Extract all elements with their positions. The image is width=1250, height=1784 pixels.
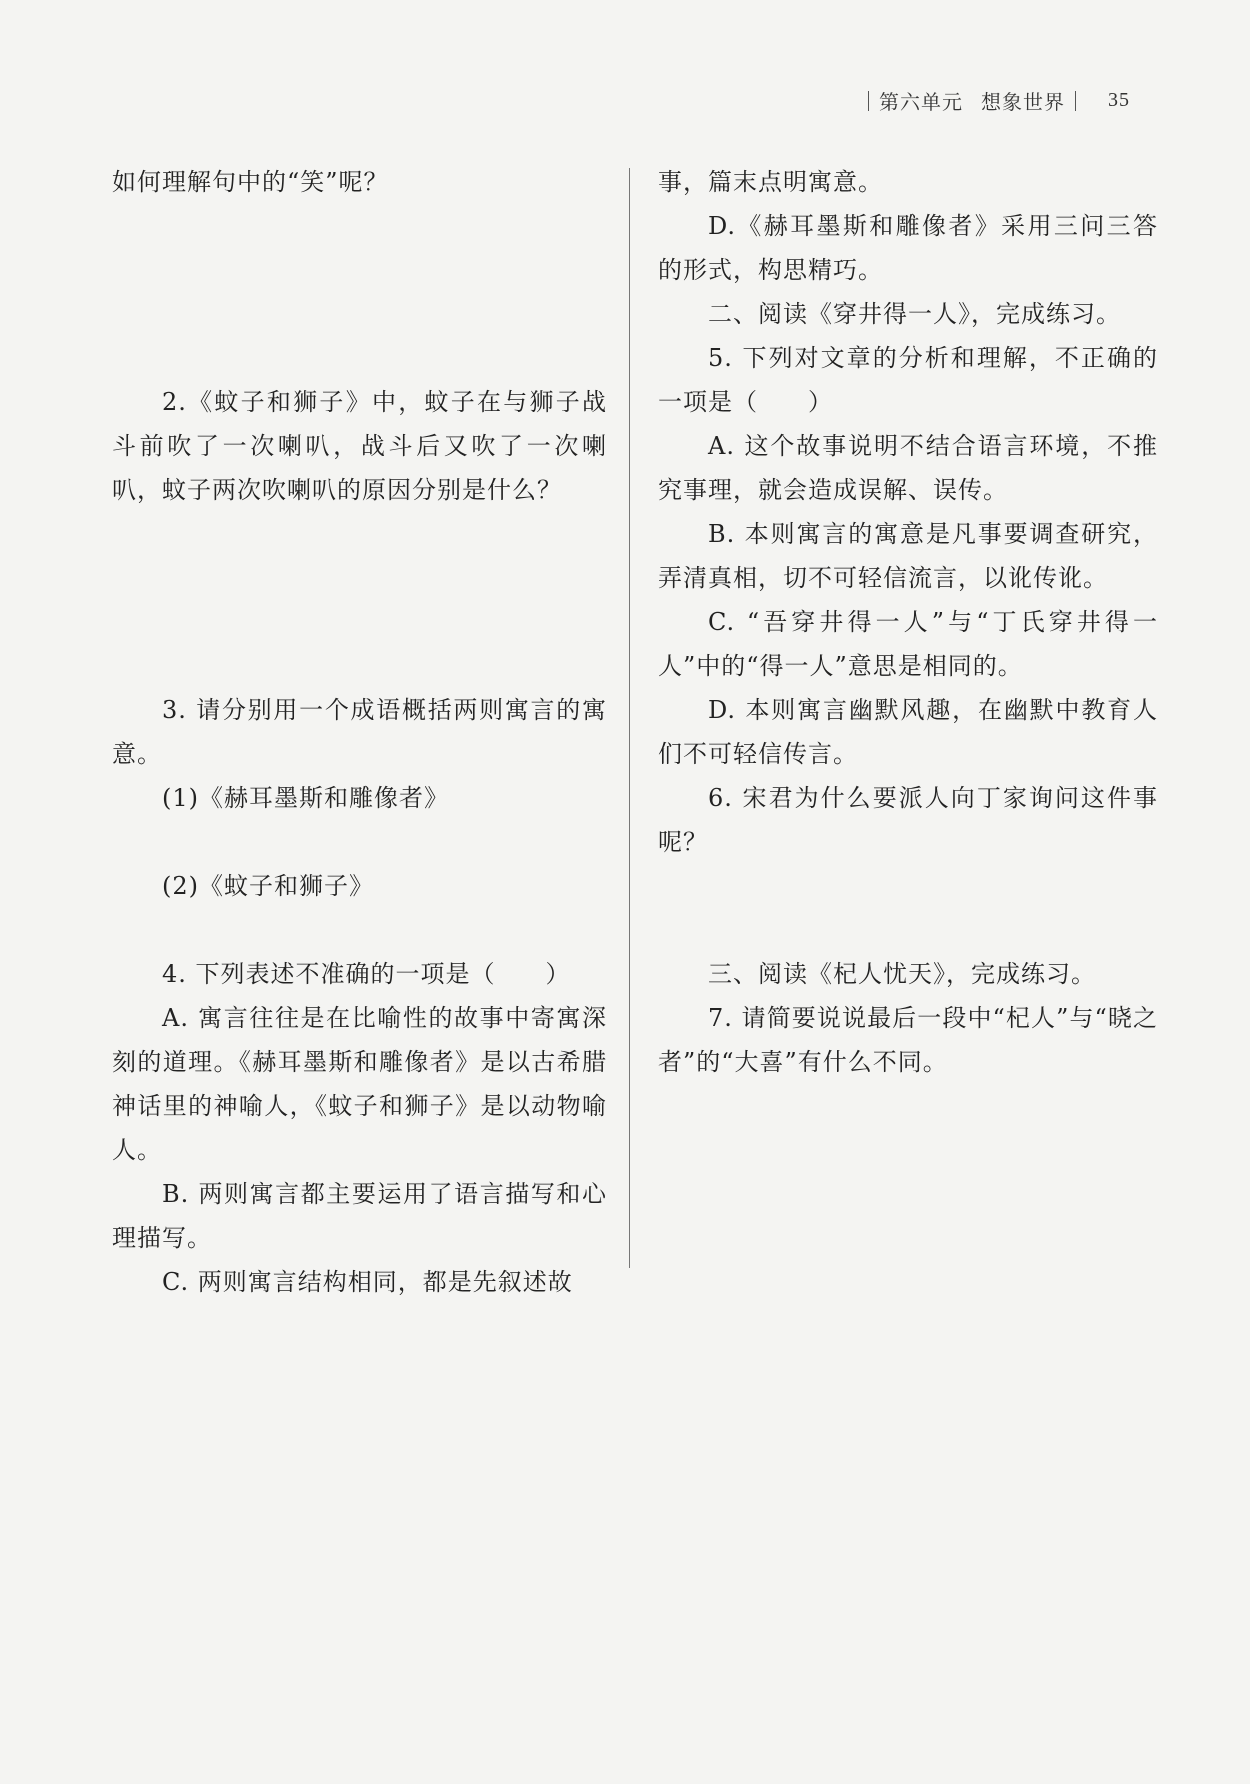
- column-divider: [629, 168, 630, 1268]
- question-5-option-d: D. 本则寓言幽默风趣，在幽默中教育人们不可轻信传言。: [658, 696, 1158, 768]
- question-5-option-a: A. 这个故事说明不结合语言环境，不推究事理，就会造成误解、误传。: [658, 432, 1158, 504]
- answer-space: [658, 864, 1158, 952]
- question-7: 7. 请简要说说最后一段中“杞人”与“晓之者”的“大喜”有什么不同。: [658, 1004, 1158, 1076]
- question-5-option-b: B. 本则寓言的寓意是凡事要调查研究，弄清真相，切不可轻信流言，以讹传讹。: [658, 520, 1158, 592]
- question-4-option-c-continued: 事，篇末点明寓意。: [658, 168, 883, 196]
- answer-space: [112, 820, 607, 864]
- page-header: [858, 86, 1130, 115]
- page-number: 35: [1108, 89, 1130, 111]
- question-4-option-c: C. 两则寓言结构相同，都是先叙述故: [162, 1268, 573, 1296]
- header-divider: [868, 91, 869, 111]
- question-3-item-2: (2)《蚊子和狮子》: [162, 872, 374, 900]
- question-3-item-1: (1)《赫耳墨斯和雕像者》: [162, 784, 449, 812]
- question-4-option-b: B. 两则寓言都主要运用了语言描写和心理描写。: [112, 1180, 607, 1252]
- question-4-option-d: D.《赫耳墨斯和雕像者》采用三问三答的形式，构思精巧。: [658, 212, 1158, 284]
- header-divider: [1075, 91, 1076, 111]
- question-6: 6. 宋君为什么要派人向丁家询问这件事呢？: [658, 784, 1158, 856]
- section-3-heading: 三、阅读《杞人忧天》，完成练习。: [708, 960, 1096, 988]
- question-5-option-c: C. “吾穿井得一人”与“丁氏穿井得一人”中的“得一人”意思是相同的。: [658, 608, 1158, 680]
- q1-tail: 如何理解句中的“笑”呢？: [112, 168, 389, 196]
- section-2-heading: 二、阅读《穿井得一人》，完成练习。: [708, 300, 1121, 328]
- left-column: [112, 160, 607, 1304]
- unit-label: 第六单元: [879, 90, 963, 114]
- question-2: 2.《蚊子和狮子》中，蚊子在与狮子战斗前吹了一次喇叭，战斗后又吹了一次喇叭，蚊子两次吹喇叭的原因分别是什么？: [112, 388, 607, 504]
- answer-space: [112, 512, 607, 688]
- answer-space: [112, 908, 607, 952]
- unit-theme: 想象世界: [981, 90, 1065, 114]
- answer-space: [112, 204, 607, 380]
- question-4-option-a: A. 寓言往往是在比喻性的故事中寄寓深刻的道理。《赫耳墨斯和雕像者》是以古希腊神话里的神喻人，《蚊子和狮子》是以动物喻人。: [112, 1004, 607, 1164]
- question-5: 5. 下列对文章的分析和理解，不正确的一项是（ ）: [658, 344, 1158, 416]
- right-column: [658, 160, 1158, 1084]
- question-3: 3. 请分别用一个成语概括两则寓言的寓意。: [112, 696, 607, 768]
- question-4: 4. 下列表述不准确的一项是（ ）: [162, 960, 571, 988]
